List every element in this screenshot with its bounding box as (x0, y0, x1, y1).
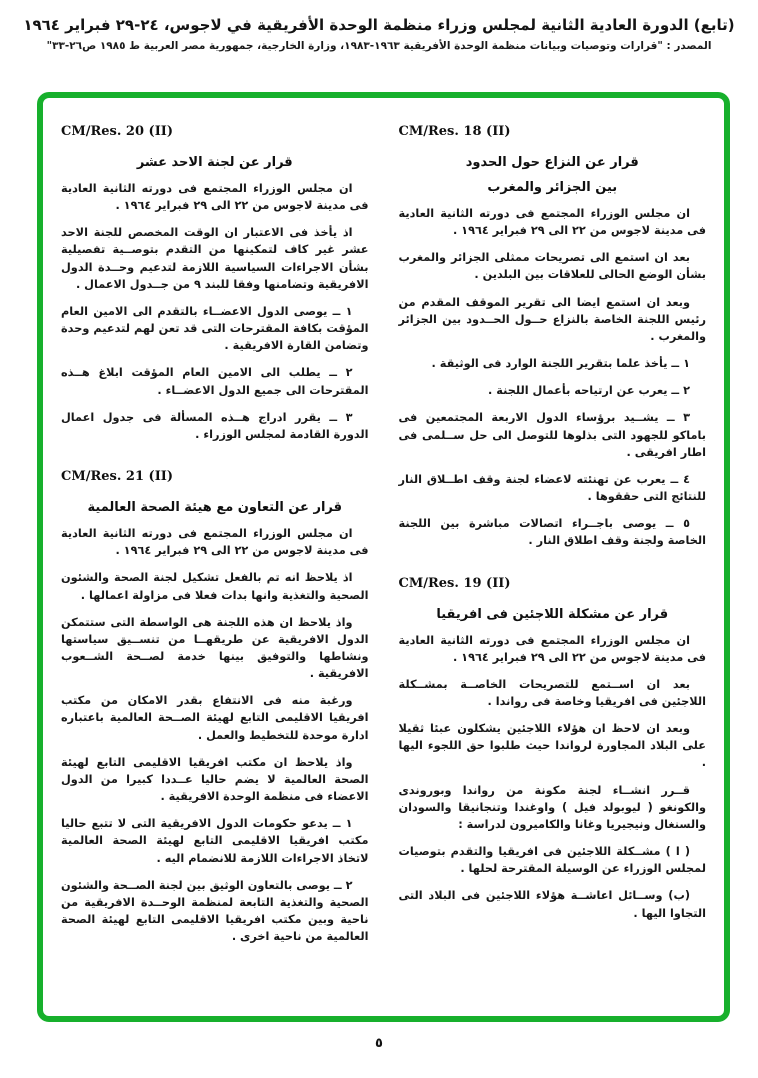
paragraph: اذ يأخذ فى الاعتبار ان الوقت المخصص للجنة الاحد عشر غير كاف لتمكينها من التقدم بتوصــية تفصيلية بشأن الاجراءات السياسية اللازمة لتدعيم وحــدة الدول الافريقية وتضامنها وفقا للبند ٩ من جــدول الاعمال . (61, 226, 369, 291)
paragraph: وبعد ان استمع ايضا الى تقرير الموقف المقدم من رئيس اللجنة الخاصة بالنزاع حــول الحــدود بين الجزائر والمغرب . (398, 295, 706, 343)
resolution-title: قرار عن النزاع حول الحدود (465, 155, 639, 170)
paragraph: ان مجلس الوزراء المجتمع فى دورته الثانية العادية فى مدينة لاجوس من ٢٢ الى ٢٩ فبراير ١٩٦٤ . (61, 182, 369, 213)
resolution-subtitle: بين الجزائر والمغرب (487, 180, 618, 195)
resolution-code: CM/Res. 18 (II) (398, 124, 511, 139)
paragraph: اذ يلاحظ انه تم بالفعل تشكيل لجنة الصحة والشئون الصحية والتغذية وانها بدات فعلا فى مزاولة اعمالها . (61, 571, 369, 602)
paragraph: (ب) وســائل اعاشــة هؤلاء اللاجئين فى البلاد التى التجاوا اليها . (398, 889, 706, 920)
paragraph: ٢ ــ يعرب عن ارتياحه بأعمال اللجنة . (488, 384, 690, 398)
paragraph: واذ يلاحظ ان هذه اللجنة هى الواسطة التى ستتمكن الدول الافريقية عن طريقهــا من تنســيق سياستها ونشاطها والتوفيق بينها خدمة لصــحة الشــعوب الافريقية . (61, 615, 369, 681)
resolution-title: قرار عن مشكلة اللاجئين فى افريقيا (436, 606, 669, 622)
paragraph: ١ ــ يوصى الدول الاعضــاء بالتقدم الى الامين العام المؤقت بكافة المقترحات التى قد تعن لهم لتدعيم وحدة وتضامن القارة الافريقية . (61, 304, 369, 353)
page-number: ٥ (375, 1036, 383, 1051)
resolution-20 (61, 124, 369, 443)
paragraph: بعد ان اســتمع للتصريحات الخاصــة بمشــكلة اللاجئين فى افريقيا وخاصة فى رواندا . (398, 677, 706, 708)
paragraph: ٣ ــ يشــيد برؤساء الدول الاربعة المجتمعين فى باماكو للجهود التى بذلوها للتوصل الى حل ســلمى فى اطار افريقى . (398, 411, 706, 459)
two-column-body (61, 118, 706, 1006)
paragraph: واذ يلاحظ ان مكتب افريقيا الاقليمى التابع لهيئة الصحة العالمية لا يضم حاليا عــددا كبيرا من الدول الاعضاء فى منظمة الوحدة الافريقية . (61, 755, 369, 804)
resolution-code: CM/Res. 19 (II) (398, 575, 511, 591)
resolution-code: CM/Res. 21 (II) (61, 469, 174, 485)
column-left (61, 118, 369, 1006)
paragraph: ٤ ــ يعرب عن تهنئته لاعضاء لجنة وقف اطــلاق النار للنتائج التى حققوها . (398, 472, 706, 504)
paragraph: ٣ ــ يقرر ادراج هــذه المسألة فى جدول اعمال الدورة القادمة لمجلس الوزراء . (61, 410, 369, 441)
paragraph: بعد ان استمع الى تصريحات ممثلى الجزائر والمغرب بشأن الوضع الحالى للعلاقات بين البلدين . (398, 251, 706, 282)
session-title: (تابع) الدورة العادية الثانية لمجلس وزراء منظمة الوحدة الأفريقية في لاجوس، ٢٤-٢٩ فبراير ١٩٦٤ (23, 16, 735, 34)
paragraph: ٢ ــ يطلب الى الامين العام المؤقت ابلاغ هــذه المقترحات الى جميع الدول الاعضــاء . (61, 366, 369, 397)
paragraph: ان مجلس الوزراء المجتمع فى دورته الثانية العادية فى مدينة لاجوس من ٢٢ الى ٢٩ فبراير ١٩٦٤ . (61, 527, 369, 558)
resolution-21 (61, 469, 369, 945)
page-header (0, 0, 758, 52)
paragraph: ورغبة منه فى الانتفاع بقدر الامكان من مكتب افريقيا الاقليمى التابع لهيئة الصــحة العالمية باعتباره ادارة موحدة للتخطيط والعمل . (61, 694, 369, 742)
paragraph: قــرر انشــاء لجنة مكونة من رواندا وبوروندى والكونغو ( ليوبولد فيل ) واوغندا وتنجانيقا والسودان والسنغال ونيجيريا وغانا والكاميرون لدراسة : (398, 783, 706, 831)
paragraph: ( ا ) مشــكلة اللاجئين فى افريقيا والتقدم بتوصيات لمجلس الوزراء عن الوسيلة المقترحة لحلها . (398, 845, 706, 876)
source-line: المصدر : "قرارات وتوصيات وبيانات منظمة الوحدة الأفريقية ١٩٦٣-١٩٨٣، وزارة الخارجية، جمهورية مصر العربية ط ١٩٨٥ ص٢٦-٣٣" (46, 40, 712, 52)
paragraph: وبعد ان لاحظ ان هؤلاء اللاجئين يشكلون عبئا ثقيلا على البلاد المجاورة لرواندا حيث طلبوا حق اللجوء اليها . (398, 722, 706, 770)
resolution-title: قرار عن لجنة الاحد عشر (136, 155, 293, 170)
paragraph: ان مجلس الوزراء المجتمع فى دورته الثانية العادية فى مدينة لاجوس من ٢٢ الى ٢٩ فبراير ١٩٦٤ . (398, 633, 706, 664)
green-annotation-frame (37, 92, 730, 1022)
paragraph: ٢ ــ يوصى بالتعاون الوثيق بين لجنة الصــحة والشئون الصحية والتغذية التابعة لمنظمة الوحــدة الافريقية من ناحية وبين مكتب افريقيا الاقليمى التابع لهيئة الصحة العالمية من ناحية اخرى . (61, 878, 369, 944)
resolution-title: قرار عن التعاون مع هيئة الصحة العالمية (87, 500, 342, 516)
paragraph: ان مجلس الوزراء المجتمع فى دورته الثانية العادية فى مدينة لاجوس من ٢٢ الى ٢٩ فبراير ١٩٦٤ . (398, 207, 706, 238)
resolution-18 (399, 124, 707, 550)
resolution-19 (399, 576, 707, 922)
paragraph: ٥ ــ يوصى باجــراء اتصالات مباشرة بين اللجنة الخاصة ولجنة وقف اطلاق النار . (398, 517, 706, 548)
paragraph: ١ ــ يأخذ علما بتقرير اللجنة الوارد فى الوثيقة . (431, 357, 690, 371)
resolution-code: CM/Res. 20 (II) (61, 124, 174, 139)
column-right (399, 118, 707, 1006)
paragraph: ١ ــ يدعو حكومات الدول الافريقية التى لا تتبع حاليا مكتب افريقيا الاقليمى التابع لهيئة الصحة العالمية لاتخاذ الاجراءات اللازمة للانضمام اليه . (61, 817, 369, 865)
